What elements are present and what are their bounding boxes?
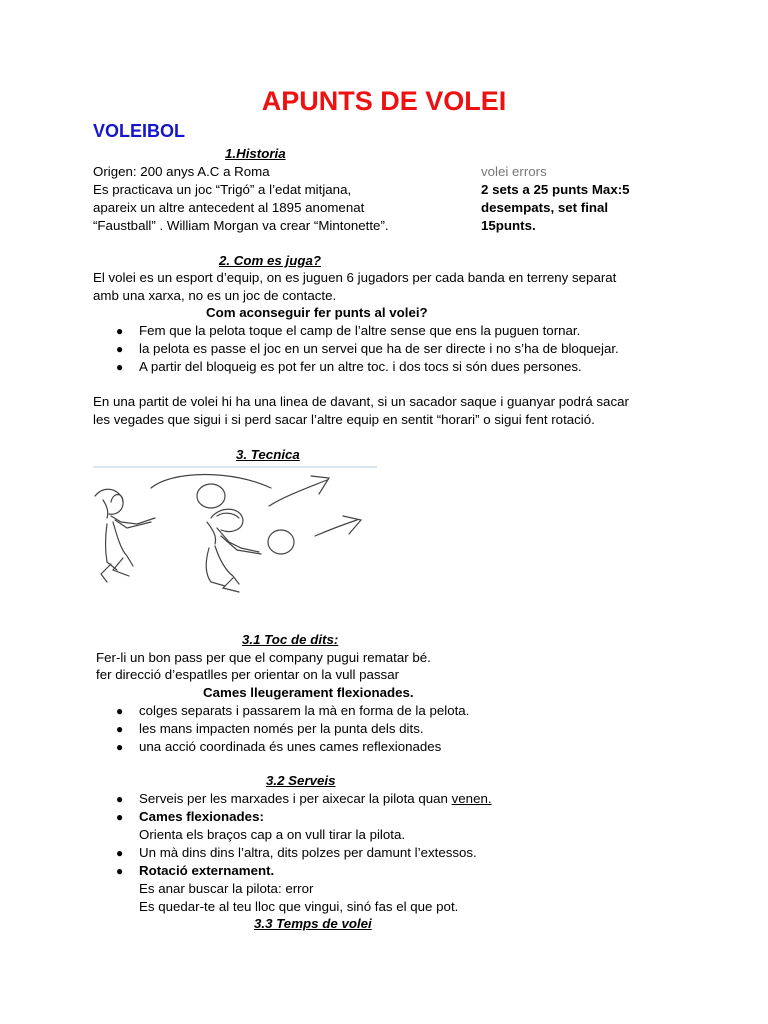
section-heading-toc-de-dits: 3.1 Toc de dits:: [242, 632, 339, 647]
bullet-dot: ●: [116, 722, 124, 736]
section-heading-com-es-juga: 2. Com es juga?: [219, 253, 321, 268]
section-heading-historia: 1.Historia: [225, 146, 286, 161]
list-item: ● Cames flexionades:: [116, 809, 264, 824]
paragraph-line: En una partit de volei hi ha una linea de davant, si un sacador saque i guanyar podrá sacar: [93, 394, 629, 409]
bullet-dot: ●: [116, 342, 124, 356]
toc-line: fer direcció d’espatlles per orientar on la vull passar: [96, 667, 400, 682]
section-heading-temps-de-volei: 3.3 Temps de volei: [254, 916, 372, 931]
historia-line: apareix un altre antecedent al 1895 anomenat: [93, 200, 365, 215]
list-item: ● Serveis per les marxades i per aixecar la pilota quan venen.: [116, 791, 492, 806]
list-item: ● les mans impacten només per la punta dels dits.: [116, 721, 424, 736]
historia-line: Es practicava un joc “Trigó” a l’edat mitjana,: [93, 182, 352, 197]
list-item-continuation: Orienta els braços cap a on vull tirar la pilota.: [139, 827, 406, 842]
subheading-cames: Cames lleugerament flexionades.: [203, 685, 414, 700]
volleyball-sketch-image: [93, 466, 377, 610]
bullet-list-punts: [114, 322, 619, 376]
errors-line: 2 sets a 25 punts Max:5: [481, 182, 630, 197]
list-item: ● colges separats i passarem la mà en forma de la pelota.: [116, 703, 470, 718]
list-item: ● A partir del bloqueig es pot fer un altre toc. i dos tocs si són dues persones.: [116, 359, 582, 374]
toc-line: Fer-li un bon pass per que el company pugui rematar bé.: [96, 650, 431, 665]
bullet-list-toc: [114, 702, 469, 756]
errors-line: 15punts.: [481, 218, 536, 233]
section-heading-tecnica: 3. Tecnica: [236, 447, 300, 462]
page-subtitle: VOLEIBOL: [93, 121, 186, 141]
errors-line: desempats, set final: [481, 200, 609, 215]
list-item-continuation: Es anar buscar la pilota: error: [139, 881, 314, 896]
bullet-dot: ●: [116, 846, 124, 860]
list-item: ● la pelota es passe el joc en un servei que ha de ser directe i no s’ha de bloquejar.: [116, 341, 619, 356]
errors-label: volei errors: [481, 164, 547, 179]
page-title: APUNTS DE VOLEI: [261, 86, 507, 116]
bullet-dot: ●: [116, 864, 124, 878]
bullet-dot: ●: [116, 360, 124, 374]
underlined-word: venen.: [451, 791, 492, 806]
bullet-dot: ●: [116, 740, 124, 754]
list-item: ● Un mà dins dins l’altra, dits polzes per damunt l’extessos.: [116, 845, 477, 860]
intro-line: El volei es un esport d’equip, on es juguen 6 jugadors per cada banda en terreny separat: [93, 270, 617, 285]
bullet-dot: ●: [116, 792, 124, 806]
bullet-dot: ●: [116, 324, 124, 338]
historia-line: “Faustball” . William Morgan va crear “Mintonette”.: [93, 218, 389, 233]
list-item: ● Fem que la pelota toque el camp de l’altre sense que ens la puguen tornar.: [116, 323, 581, 338]
bullet-dot: ●: [116, 810, 124, 824]
bullet-list-serveis: [114, 790, 492, 916]
bullet-dot: ●: [116, 704, 124, 718]
list-item: ● Rotació externament.: [116, 863, 275, 878]
historia-line: Origen: 200 anys A.C a Roma: [93, 164, 270, 179]
paragraph-line: les vegades que sigui i si perd sacar l’altre equip en sentit “horari” o sigui fent rotació.: [93, 412, 595, 427]
intro-line: amb una xarxa, no es un joc de contacte.: [93, 288, 337, 303]
list-item-continuation: Es quedar-te al teu lloc que vingui, sinó fas el que pot.: [139, 899, 459, 914]
section-heading-serveis: 3.2 Serveis: [266, 773, 336, 788]
list-item: ● una acció coordinada és unes cames reflexionades: [116, 739, 442, 754]
subheading-punts: Com aconseguir fer punts al volei?: [206, 305, 428, 320]
